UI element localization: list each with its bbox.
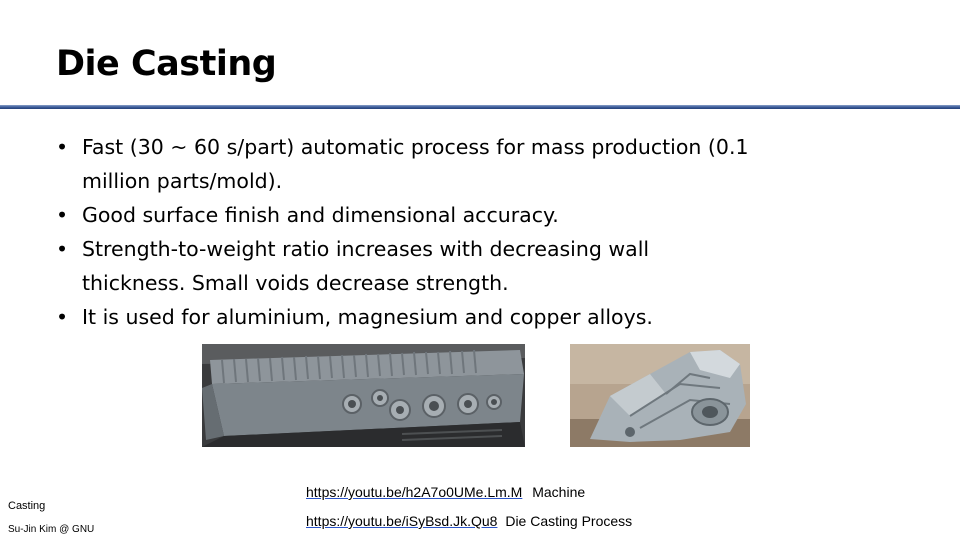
link-description: Die Casting Process: [505, 513, 633, 529]
link-row: [306, 478, 632, 507]
title-divider: [0, 105, 960, 109]
bullet-dot-icon: •: [56, 135, 69, 159]
link-row: [306, 507, 632, 536]
bullet-dot-icon: •: [56, 203, 69, 227]
bullet-dot-icon: •: [56, 305, 69, 329]
bullet-text: Fast (30 ~ 60 s/part) automatic process for mass production (0.1 million parts/mold).: [82, 135, 749, 193]
process-video-link[interactable]: https://youtu.be/iSyBsd.Jk.Qu8: [306, 513, 498, 529]
die-cast-housing-image: [202, 344, 525, 447]
link-description: Machine: [532, 484, 586, 500]
bullet-dot-icon: •: [56, 237, 69, 261]
die-cast-aluminium-part-icon: [570, 344, 750, 447]
slide-title: Die Casting: [56, 44, 277, 84]
bullet-item: [56, 198, 756, 232]
footer-author: Su-Jin Kim @ GNU: [8, 524, 95, 535]
bullet-text: Good surface finish and dimensional accuracy.: [82, 203, 559, 227]
bullet-item: [56, 300, 756, 334]
footer-course: Casting: [8, 500, 46, 512]
bullet-list: [56, 130, 756, 334]
die-cast-part-image: [570, 344, 750, 447]
bullet-item: [56, 232, 756, 300]
bullet-text: It is used for aluminium, magnesium and copper alloys.: [82, 305, 653, 329]
bullet-item: [56, 130, 756, 198]
bullet-text: Strength-to-weight ratio increases with decreasing wall thickness. Small voids decrease strength.: [82, 237, 650, 295]
machine-video-link[interactable]: https://youtu.be/h2A7o0UMe.Lm.M: [306, 484, 523, 500]
die-cast-gearbox-housing-icon: [202, 344, 525, 447]
video-links: [306, 478, 632, 536]
